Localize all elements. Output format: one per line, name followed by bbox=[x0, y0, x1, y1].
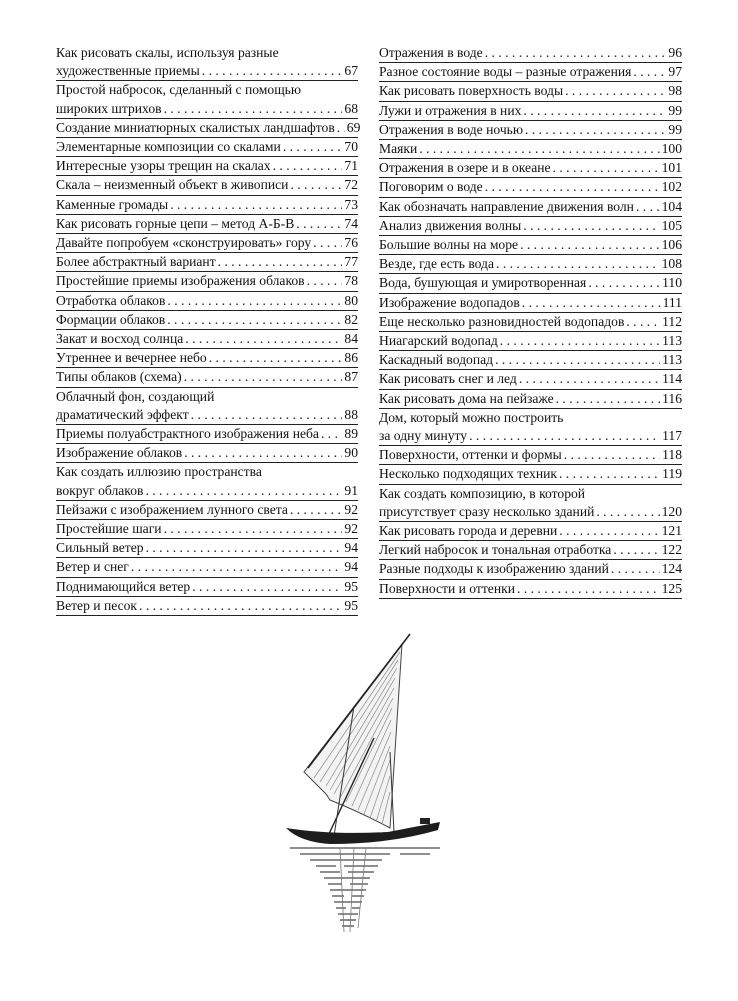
dot-leader bbox=[588, 274, 660, 292]
toc-entry-title: Отработка облаков bbox=[56, 292, 166, 308]
toc-entry[interactable] bbox=[379, 541, 682, 560]
toc-entry[interactable] bbox=[379, 178, 682, 197]
toc-entry-page: 84 bbox=[344, 331, 358, 347]
toc-entry-title: художественные приемы bbox=[56, 63, 200, 79]
toc-entry-title: Как создать иллюзию пространства bbox=[56, 464, 262, 480]
toc-entry[interactable] bbox=[379, 255, 682, 274]
toc-entry-title: Вода, бушующая и умиротворенная bbox=[379, 275, 587, 291]
dot-leader bbox=[633, 63, 666, 81]
toc-entry-page: 124 bbox=[661, 561, 682, 577]
dot-leader bbox=[321, 425, 342, 443]
toc-entry[interactable] bbox=[56, 292, 358, 311]
toc-entry[interactable] bbox=[379, 465, 682, 484]
toc-entry-title: Поверхности, оттенки и формы bbox=[379, 447, 562, 463]
dot-leader bbox=[485, 178, 660, 196]
toc-entry-page: 114 bbox=[662, 371, 682, 387]
toc-entry-page: 78 bbox=[344, 273, 358, 289]
dot-leader bbox=[553, 159, 660, 177]
toc-entry-title: Утреннее и вечернее небо bbox=[56, 350, 207, 366]
toc-entry-page: 74 bbox=[344, 215, 358, 231]
toc-entry-page: 87 bbox=[344, 369, 358, 385]
toc-entry[interactable] bbox=[379, 82, 682, 101]
dot-leader bbox=[307, 272, 343, 290]
dot-leader bbox=[139, 597, 342, 615]
dot-leader bbox=[556, 390, 660, 408]
toc-entry-title: присутствует сразу несколько зданий bbox=[379, 503, 595, 519]
dot-leader bbox=[218, 253, 343, 271]
dot-leader bbox=[290, 501, 343, 519]
toc-entry-title: Как создать композицию, в которой bbox=[379, 485, 586, 501]
toc-entry-page: 67 bbox=[344, 63, 358, 79]
toc-entry[interactable] bbox=[56, 215, 358, 234]
toc-entry-title: Скала – неизменный объект в живописи bbox=[56, 177, 289, 193]
dot-leader bbox=[184, 368, 343, 386]
dot-leader bbox=[167, 292, 342, 310]
toc-entry[interactable] bbox=[56, 234, 358, 253]
dot-leader bbox=[565, 82, 666, 100]
toc-entry[interactable] bbox=[379, 159, 682, 178]
toc-entry-title: Элементарные композиции со скалами bbox=[56, 139, 281, 155]
toc-entry-title: Типы облаков (схема) bbox=[56, 369, 182, 385]
toc-entry[interactable] bbox=[56, 44, 358, 81]
toc-entry-title: вокруг облаков bbox=[56, 482, 144, 498]
toc-entry-page: 96 bbox=[668, 45, 682, 60]
dot-leader bbox=[559, 465, 660, 483]
toc-entry-page: 88 bbox=[344, 406, 358, 422]
dot-leader bbox=[131, 558, 343, 576]
toc-entry[interactable] bbox=[379, 44, 682, 63]
toc-entry[interactable] bbox=[56, 463, 358, 500]
toc-entry-page: 89 bbox=[344, 426, 358, 442]
toc-entry[interactable] bbox=[379, 390, 682, 409]
toc-entry[interactable] bbox=[379, 63, 682, 82]
toc-entry-title: Как обозначать направление движения волн bbox=[379, 198, 634, 214]
toc-entry-page: 94 bbox=[344, 540, 358, 556]
toc-entry[interactable] bbox=[56, 138, 358, 157]
toc-entry[interactable] bbox=[56, 157, 358, 176]
toc-entry-title: Пейзажи с изображением лунного света bbox=[56, 501, 288, 517]
toc-entry-title: Как рисовать дома на пейзаже bbox=[379, 390, 554, 406]
toc-entry-title: Как рисовать горные цепи – метод А-Б-В bbox=[56, 215, 295, 231]
dot-leader bbox=[522, 294, 661, 312]
toc-entry-page: 71 bbox=[344, 158, 358, 174]
dot-leader bbox=[202, 62, 343, 80]
toc-entry-page: 76 bbox=[344, 235, 358, 251]
toc-entry-title: Давайте попробуем «сконструировать» гору bbox=[56, 235, 312, 251]
toc-entry[interactable] bbox=[379, 236, 682, 255]
toc-entry-title: Еще несколько разновидностей водопадов bbox=[379, 313, 625, 329]
toc-entry-title: Простейшие приемы изображения облаков bbox=[56, 273, 305, 289]
toc-entry-page: 68 bbox=[344, 100, 358, 116]
toc-entry-page: 108 bbox=[661, 256, 682, 272]
toc-entry-page: 95 bbox=[344, 578, 358, 594]
dot-leader bbox=[192, 578, 342, 596]
toc-entry-page: 105 bbox=[661, 217, 682, 233]
toc-entry-page: 70 bbox=[344, 139, 358, 155]
toc-entry[interactable] bbox=[379, 198, 682, 217]
toc-entry-title: за одну минуту bbox=[379, 428, 468, 444]
toc-entry-title: Поверхности и оттенки bbox=[379, 580, 515, 596]
toc-entry-page: 92 bbox=[344, 521, 358, 537]
dot-leader bbox=[191, 406, 343, 424]
toc-entry-title: Разные подходы к изображению зданий bbox=[379, 561, 609, 577]
toc-entry-page: 106 bbox=[661, 237, 682, 253]
toc-entry-title: Дом, который можно построить bbox=[379, 409, 564, 425]
dot-leader bbox=[290, 176, 342, 194]
toc-entry[interactable] bbox=[379, 409, 682, 446]
dot-leader bbox=[519, 370, 660, 388]
toc-entry-title: Отражения в воде ночью bbox=[379, 121, 524, 137]
toc-entry-page: 97 bbox=[668, 64, 682, 80]
toc-entry-page: 112 bbox=[662, 313, 682, 329]
toc-entry[interactable] bbox=[56, 253, 358, 272]
toc-entry[interactable] bbox=[56, 539, 358, 558]
toc-entry-title: Интересные узоры трещин на скалах bbox=[56, 158, 271, 174]
dot-leader bbox=[209, 349, 343, 367]
toc-entry[interactable] bbox=[56, 368, 358, 387]
toc-entry[interactable] bbox=[379, 102, 682, 121]
dot-leader bbox=[283, 138, 343, 156]
dot-leader bbox=[145, 482, 342, 500]
toc-entry-page: 122 bbox=[661, 542, 682, 558]
dot-leader bbox=[523, 217, 659, 235]
toc-entry[interactable] bbox=[56, 558, 358, 577]
toc-entry-page: 92 bbox=[344, 501, 358, 517]
toc-entry[interactable] bbox=[56, 578, 358, 597]
dot-leader bbox=[564, 446, 660, 464]
toc-entry-title: Поговорим о воде bbox=[379, 179, 483, 195]
dot-leader bbox=[185, 330, 342, 348]
toc-entry-page: 113 bbox=[662, 333, 682, 349]
toc-entry-title: Изображение облаков bbox=[56, 445, 183, 461]
toc-entry[interactable] bbox=[56, 81, 358, 118]
toc-entry[interactable] bbox=[379, 370, 682, 389]
toc-entry-title: Ниагарский водопад bbox=[379, 333, 498, 349]
toc-entry[interactable] bbox=[379, 522, 682, 541]
toc-entry-title: Облачный фон, создающий bbox=[56, 388, 215, 404]
toc-entry-page: 95 bbox=[344, 597, 358, 613]
toc-entry[interactable] bbox=[379, 274, 682, 293]
toc-entry-page: 117 bbox=[662, 428, 682, 444]
toc-entry[interactable] bbox=[379, 485, 682, 522]
toc-entry-title: Каменные громады bbox=[56, 196, 169, 212]
dot-leader bbox=[167, 311, 342, 329]
toc-entry[interactable] bbox=[56, 425, 358, 444]
toc-entry[interactable] bbox=[56, 330, 358, 349]
toc-entry-title: Как рисовать скалы, используя разные bbox=[56, 45, 279, 60]
dot-leader bbox=[525, 121, 666, 139]
toc-entry-title: Разное состояние воды – разные отражения bbox=[379, 64, 632, 80]
dot-leader bbox=[146, 539, 343, 557]
toc-entry[interactable] bbox=[56, 597, 358, 616]
toc-entry-title: Отражения в воде bbox=[379, 45, 483, 60]
toc-entry-title: Лужи и отражения в них bbox=[379, 102, 522, 118]
toc-entry-title: Простой набросок, сделанный с помощью bbox=[56, 82, 302, 98]
toc-entry-title: Изображение водопадов bbox=[379, 294, 520, 310]
toc-entry-page: 86 bbox=[344, 350, 358, 366]
toc-entry-title: Простейшие шаги bbox=[56, 521, 162, 537]
toc-entry-title: Сильный ветер bbox=[56, 540, 144, 556]
toc-entry[interactable] bbox=[56, 349, 358, 368]
toc-entry[interactable] bbox=[379, 140, 682, 159]
toc-entry[interactable] bbox=[56, 176, 358, 195]
toc-entry-page: 80 bbox=[344, 292, 358, 308]
dot-leader bbox=[626, 313, 660, 331]
toc-entry-title: Как рисовать поверхность воды bbox=[379, 83, 564, 99]
toc-entry-title: Формации облаков bbox=[56, 311, 166, 327]
toc-entry-title: Отражения в озере и в океане bbox=[379, 160, 551, 176]
dot-leader bbox=[613, 541, 659, 559]
toc-entry-title: Более абстрактный вариант bbox=[56, 254, 216, 270]
dot-leader bbox=[170, 196, 342, 214]
toc-entry-title: Большие волны на море bbox=[379, 237, 519, 253]
toc-entry-page: 111 bbox=[662, 294, 682, 310]
toc-left-column bbox=[56, 44, 361, 616]
dot-leader bbox=[523, 102, 666, 120]
dot-leader bbox=[469, 427, 660, 445]
toc-entry-page: 119 bbox=[662, 466, 682, 482]
toc-entry[interactable] bbox=[56, 119, 361, 138]
dot-leader bbox=[164, 520, 343, 538]
toc-entry-title: Анализ движения волны bbox=[379, 217, 522, 233]
dot-leader bbox=[313, 234, 342, 252]
toc-entry-page: 99 bbox=[668, 121, 682, 137]
toc-entry-page: 113 bbox=[662, 352, 682, 368]
dot-leader bbox=[337, 119, 345, 137]
dot-leader bbox=[596, 503, 659, 521]
toc-entry-page: 121 bbox=[661, 523, 682, 539]
toc-entry-page: 72 bbox=[344, 177, 358, 193]
toc-entry-title: драматический эффект bbox=[56, 406, 189, 422]
toc-entry-page: 69 bbox=[346, 119, 361, 135]
toc-entry-title: Закат и восход солнца bbox=[56, 331, 184, 347]
toc-entry-page: 110 bbox=[662, 275, 682, 291]
toc-entry-page: 77 bbox=[344, 254, 358, 270]
toc-entry-title: Создание миниатюрных скалистых ландшафтов bbox=[56, 119, 335, 135]
sailboat-sketch-icon bbox=[270, 632, 470, 982]
toc-entry[interactable] bbox=[56, 520, 358, 539]
toc-entry-title: Везде, где есть вода bbox=[379, 256, 495, 272]
toc-entry-title: Приемы полуабстрактного изображения неба bbox=[56, 426, 319, 442]
toc-entry-page: 104 bbox=[661, 198, 682, 214]
toc-entry-page: 73 bbox=[344, 196, 358, 212]
toc-entry[interactable] bbox=[56, 388, 358, 425]
dot-leader bbox=[485, 44, 667, 62]
dot-leader bbox=[636, 198, 660, 216]
dot-leader bbox=[296, 215, 342, 233]
dot-leader bbox=[273, 157, 343, 175]
toc-entry-page: 120 bbox=[661, 503, 682, 519]
toc-entry-title: широких штрихов bbox=[56, 100, 162, 116]
toc-entry[interactable] bbox=[56, 196, 358, 215]
toc-entry-page: 100 bbox=[661, 141, 682, 157]
dot-leader bbox=[496, 255, 660, 273]
toc-entry-title: Ветер и песок bbox=[56, 597, 138, 613]
dot-leader bbox=[520, 236, 660, 254]
toc-entry[interactable] bbox=[379, 332, 682, 351]
dot-leader bbox=[559, 522, 659, 540]
toc-entry[interactable] bbox=[56, 501, 358, 520]
toc-entry[interactable] bbox=[379, 121, 682, 140]
toc-entry[interactable] bbox=[379, 217, 682, 236]
toc-right-column bbox=[379, 44, 682, 599]
dot-leader bbox=[184, 444, 342, 462]
toc-entry[interactable] bbox=[56, 272, 358, 291]
toc-entry-page: 82 bbox=[344, 311, 358, 327]
toc-entry-page: 118 bbox=[662, 447, 682, 463]
toc-entry-title: Как рисовать снег и лед bbox=[379, 371, 517, 387]
toc-entry-page: 91 bbox=[344, 482, 358, 498]
toc-entry-page: 94 bbox=[344, 559, 358, 575]
toc-entry-title: Поднимающийся ветер bbox=[56, 578, 191, 594]
toc-entry-page: 98 bbox=[668, 83, 682, 99]
dot-leader bbox=[517, 580, 660, 598]
toc-entry[interactable] bbox=[379, 446, 682, 465]
toc-entry-page: 99 bbox=[668, 102, 682, 118]
toc-entry[interactable] bbox=[379, 351, 682, 370]
toc-entry[interactable] bbox=[56, 444, 358, 463]
toc-entry-page: 101 bbox=[661, 160, 682, 176]
dot-leader bbox=[495, 351, 660, 369]
toc-entry[interactable] bbox=[379, 580, 682, 599]
toc-entry-title: Ветер и снег bbox=[56, 559, 129, 575]
toc-entry-title: Несколько подходящих техник bbox=[379, 466, 557, 482]
dot-leader bbox=[419, 140, 659, 158]
toc-entry-title: Каскадный водопад bbox=[379, 352, 494, 368]
toc-entry-title: Легкий набросок и тональная отработка bbox=[379, 542, 612, 558]
toc-entry-page: 125 bbox=[661, 580, 682, 596]
toc-entry-page: 102 bbox=[661, 179, 682, 195]
toc-entry-page: 116 bbox=[662, 390, 682, 406]
toc-entry-page: 90 bbox=[344, 445, 358, 461]
toc-entry[interactable] bbox=[379, 560, 682, 579]
toc-entry[interactable] bbox=[379, 294, 682, 313]
toc-entry[interactable] bbox=[56, 311, 358, 330]
toc-entry-title: Как рисовать города и деревни bbox=[379, 523, 558, 539]
toc-entry-title: Маяки bbox=[379, 141, 418, 157]
dot-leader bbox=[500, 332, 660, 350]
dot-leader bbox=[611, 560, 660, 578]
toc-entry[interactable] bbox=[379, 313, 682, 332]
dot-leader bbox=[164, 100, 343, 118]
